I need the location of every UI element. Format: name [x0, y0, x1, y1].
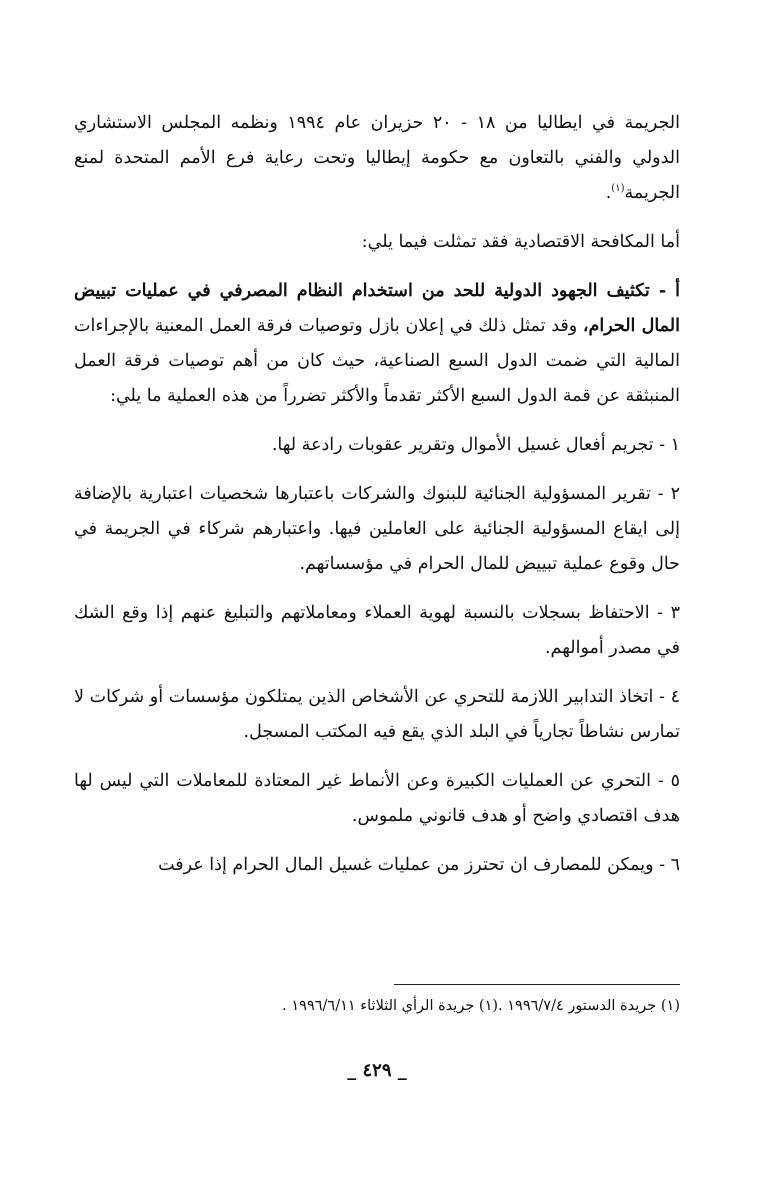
footnote: (١) جريدة الدستور ١٩٩٦/٧/٤ .(١) جريدة الرأي الثلاثاء ١٩٩٦/٦/١١ . — [282, 998, 680, 1014]
document-page — [74, 106, 680, 1136]
paragraph-2: أما المكافحة الاقتصادية فقد تمثلت فيما يلي: — [361, 232, 680, 252]
list-item-5: ٥ - التحري عن العمليات الكبيرة وعن الأنماط غير المعتادة للمعاملات التي ليس لها هدف اقتصادي واضح أو هدف قانوني ملموس. — [74, 771, 680, 826]
list-item-1: ١ - تجريم أفعال غسيل الأموال وتقرير عقوبات رادعة لها. — [271, 435, 680, 455]
list-item-2: ٢ - تقرير المسؤولية الجنائية للبنوك والشركات باعتبارها شخصيات اعتبارية بالإضافة إلى ايقاع المسؤولية الجنائية على العاملين فيها. واعتبارهم شركاء في الجريمة في حال وقوع عملية تبييض للمال الحرام في مؤسساتهم. — [74, 484, 680, 574]
footnote-reference: (١) — [611, 183, 625, 195]
list-item-4: ٤ - اتخاذ التدابير اللازمة للتحري عن الأشخاص الذين يمتلكون مؤسسات أو شركات لا تمارس نشاطاً تجارياً في البلد الذي يقع فيه المكتب المسجل. — [74, 687, 680, 742]
paragraph-3 — [74, 274, 680, 414]
list-item-3: ٣ - الاحتفاظ بسجلات بالنسبة لهوية العملاء ومعاملاتهم والتبليغ عنهم إذا وقع الشك في مصدر أموالهم. — [74, 603, 680, 658]
page-number: _ ٤٢٩ _ — [347, 1060, 407, 1081]
footnote-divider — [394, 984, 680, 985]
paragraph-1-end: . — [605, 183, 612, 203]
list-item-6: ٦ - ويمكن للمصارف ان تحترز من عمليات غسيل المال الحرام إذا عرفت — [158, 855, 680, 875]
paragraph-1-text: الجريمة في ايطاليا من ١٨ - ٢٠ حزيران عام ١٩٩٤ ونظمه المجلس الاستشاري الدولي والفني بالتعاون مع حكومة إيطاليا وتحت رعاية فرع الأمم المتحدة لمنع الجريمة — [74, 113, 680, 203]
section-heading-a: أ - تكثيف الجهود الدولية للحد من استخدام النظام المصرفي في عمليات تبييض المال الحرام، — [74, 281, 680, 336]
paragraph-1 — [74, 106, 680, 211]
paragraph-3-text: وقد تمثل ذلك في إعلان بازل وتوصيات فرقة العمل المعنية بالإجراءات المالية التي ضمت الدول السبع الصناعية، حيث كان من أهم توصيات فرقة العمل المنبثقة عن قمة الدول السبع الأكثر تقدماً والأكثر تضرراً من هذه العملية ما يلي: — [74, 316, 680, 406]
